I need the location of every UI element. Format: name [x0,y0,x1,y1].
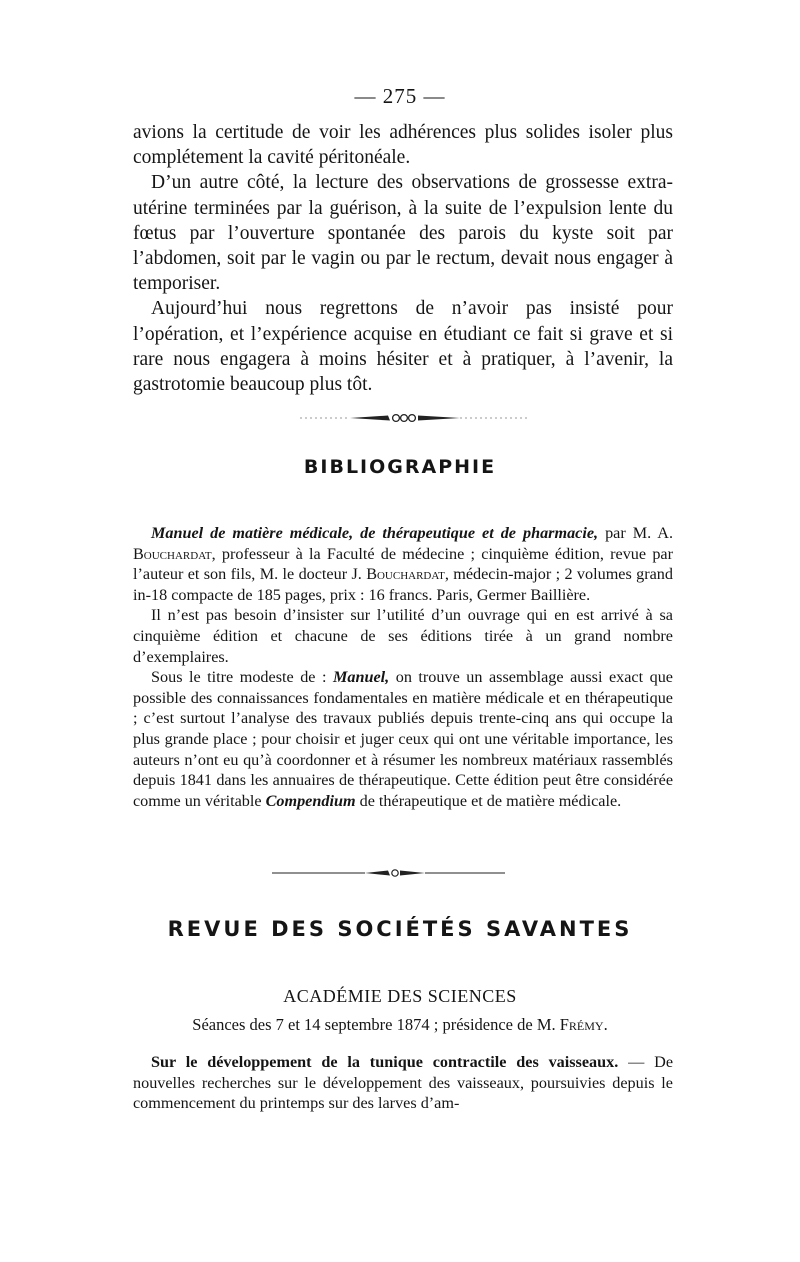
article-paragraph: Sur le développement de la tunique contractile des vaisseaux. — De nouvelles recherches sur le développement des vaisseaux, poursuivies depuis le commencement du printemps sur des larves d’am- [133,1053,673,1113]
ornament-divider-2 [270,866,510,880]
section-heading-bibliography: BIBLIOGRAPHIE [303,456,497,478]
ornament-divider-1 [300,410,530,426]
intro-paragraph-2: D’un autre côté, la lecture des observations de grossesse extra-utérine terminées par la guérison, à la suite de l’expulsion lente du fœtus par l’ouverture spontanée des parois du kyste soit par l’abdomen, soit par le vagin ou par le rectum, devait nous engager à temporiser. [133,172,673,295]
bibliography-text [133,523,673,811]
academy-heading: ACADÉMIE DES SCIENCES [283,986,517,1006]
intro-paragraph-1: avions la certitude de voir les adhérences plus solides isoler plus complétement la cavité péritonéale. [133,122,673,169]
author-name-2: Bouchardat [366,565,445,584]
article-title: Sur le développement de la tunique contractile des vaisseaux. [151,1053,619,1071]
book-title: Manuel de matière médicale, de thérapeutique et de pharmacie, [151,524,599,542]
bibliography-entry: Manuel de matière médicale, de thérapeutique et de pharmacie, par M. A. Bouchardat, professeur à la Faculté de médecine ; cinquième édition, revue par l’auteur et son fils, M. le docteur J. Bouchardat, médecin-major ; 2 volumes grand in-18 compacte de 185 pages, prix : 16 francs. Paris, Germer Baillière. [133,524,674,604]
bibliography-paragraph-2: Il n’est pas besoin d’insister sur l’utilité d’un ouvrage qui en est arrivé à sa cinquième édition et chacune de ses éditions tirée à un grand nombre d’exemplaires. [133,606,673,666]
session-line: Séances des 7 et 14 septembre 1874 ; présidence de M. Frémy. [192,1015,608,1034]
section-heading-societies: REVUE DES SOCIÉTÉS SAVANTES [167,917,633,941]
intro-paragraph-3: Aujourd’hui nous regrettons de n’avoir pas insisté pour l’opération, et l’expérience acquise en étudiant ce fait si grave et si rare nous engagera à moins hésiter et à pratiquer, à l’avenir, la gastrotomie beaucoup plus tôt. [133,298,673,396]
page-number: — 275 — [354,84,446,108]
bibliography-paragraph-3: Sous le titre modeste de : Manuel, on trouve un assemblage aussi exact que possible des connaissances fondamentales en matière médicale et en thérapeutique ; c’est surtout l’analyse des travaux publiés depuis trente-cinq ans qui occupe la plus grande place ; pour choisir et juger ceux qui ont une véritable importance, les auteurs n’ont eu qu’à coordonner et à résumer les nombreux matériaux rassemblés depuis 1841 dans les annuaires de thérapeutique. Cette édition peut être considérée comme un véritable Compendium de thérapeutique et de matière médicale. [133,668,673,810]
author-name: Bouchardat [133,544,212,563]
article-text [133,1052,673,1114]
president-name: Frémy [559,1015,604,1034]
intro-text [133,120,673,397]
